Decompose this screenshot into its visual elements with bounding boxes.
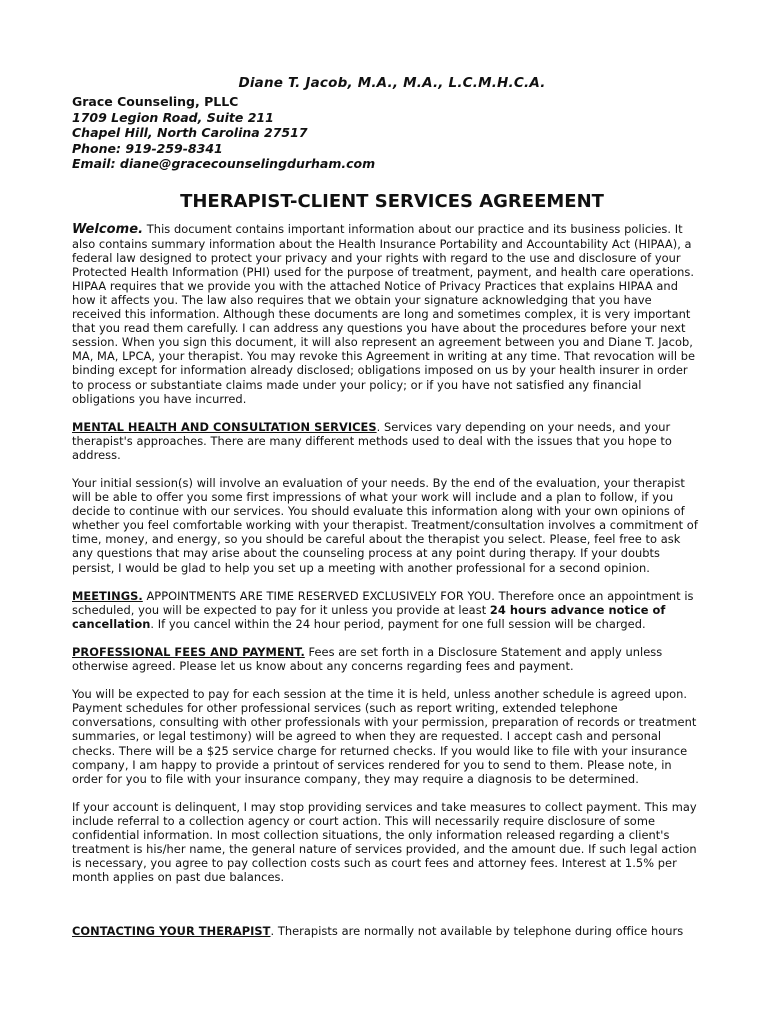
welcome-paragraph [72,222,700,406]
address-line-2: Chapel Hill, North Carolina 27517 [72,125,308,140]
fees-heading: PROFESSIONAL FEES AND PAYMENT. [72,644,305,659]
fees-text: Fees are set forth in a Disclosure Statement and apply unless otherwise agreed. Please let us know about any concerns regarding fees and payment. [72,644,663,674]
section-spacer [72,898,700,924]
contacting-text: . Therapists are normally not available by telephone during office hours [270,924,684,939]
mental-health-heading: MENTAL HEALTH AND CONSULTATION SERVICES [72,419,377,434]
welcome-lead: Welcome. [72,221,144,237]
meetings-heading: MEETINGS. [72,588,143,603]
contacting-heading: CONTACTING YOUR THERAPIST [72,924,271,939]
phone-line: Phone: 919-259-8341 [72,140,223,156]
contacting-paragraph [72,924,700,938]
meetings-text-2: . If you cancel within the 24 hour period, payment for one full session will be charged. [150,616,646,631]
meetings-paragraph [72,589,700,631]
practice-name: Grace Counseling, PLLC [72,94,239,109]
meetings-bold-notice: 24 hours advance notice of cancellation [72,602,666,631]
delinquent-paragraph: If your account is delinquent, I may stop providing services and take measures to collect payment. This may include referral to a collection agency or court action. This will necessarily require disclosure of some confidential information. In most collection situations, the only information released regarding a client's treatment is his/her name, the general nature of services provided, and the amount due. If such legal action is necessary, you agree to pay collection costs such as court fees and attorney fees. Interest at 1.5% per month applies on past due balances. [72,799,697,885]
fees-paragraph [72,645,700,673]
author-name: Diane T. Jacob, M.A., M.A., L.C.M.H.C.A. [238,75,546,91]
initial-session-paragraph: Your initial session(s) will involve an evaluation of your needs. By the end of the evaluation, your therapist will be able to offer you some first impressions of what your work will include and a plan to follow, if you decide to continue with our services. You should evaluate this information along with your own opinions of whether you feel comfortable working with your therapist. Treatment/consultation involves a commitment of time, money, and energy, so you should be careful about the therapist you select. Please, feel free to ask any questions that may arise about the counseling process at any point during therapy. If your doubts persist, I would be glad to help you set up a meeting with another professional for a second opinion. [72,476,698,575]
email-line: Email: diane@gracecounselingdurham.com [72,156,376,171]
document-title: THERAPIST-CLIENT SERVICES AGREEMENT [180,190,604,212]
address-line-1: 1709 Legion Road, Suite 211 [72,109,274,125]
mental-health-paragraph [72,420,700,462]
document-page [72,75,700,952]
welcome-text: This document contains important information about our practice and its business policies. It also contains summary information about the Health Insurance Portability and Accountability Act (HIPAA), a federal law designed to protect your privacy and your rights with regard to the use and disclosure of your Protected Health Information (PHI) used for the purpose of treatment, payment, and health care operations. HIPAA requires that we provide you with the attached Notice of Privacy Practices that explains HIPAA and how it affects you. The law also requires that we obtain your signature acknowledging that you have received this information. Although these documents are long and sometimes complex, it is very important that you read them carefully. I can address any questions you have about the procedures before your next session. When you sign this document, it will also represent an agreement between you and Diane T. Jacob, MA, MA, LPCA, your therapist. You may revoke this Agreement in writing at any time. That revocation will be binding except for information already disclosed; obligations imposed on us by your health insurer in order to process or substantiate claims made under your policy; or if you have not satisfied any financial obligations you have incurred. [72,221,696,406]
meetings-text-1: APPOINTMENTS ARE TIME RESERVED EXCLUSIVELY FOR YOU. Therefore once an appointment is scheduled, you will be expected to pay for it unless you provide at least [72,588,694,617]
payment-paragraph: You will be expected to pay for each session at the time it is held, unless another schedule is agreed upon. Payment schedules for other professional services (such as report writing, extended telephone conversations, consulting with other professionals with your permission, preparation of records or treatment summaries, or legal testimony) will be agreed to when they are requested. I accept cash and personal checks. There will be a $25 service charge for returned checks. If you would like to file with your insurance company, I am happy to provide a printout of services rendered for you to send to them. Please note, in order for you to file with your insurance company, they may require a diagnosis to be determined. [72,687,697,786]
mental-health-text: . Services vary depending on your needs, and your therapist's approaches. There are many different methods used to deal with the issues that you hope to address. [72,419,672,462]
